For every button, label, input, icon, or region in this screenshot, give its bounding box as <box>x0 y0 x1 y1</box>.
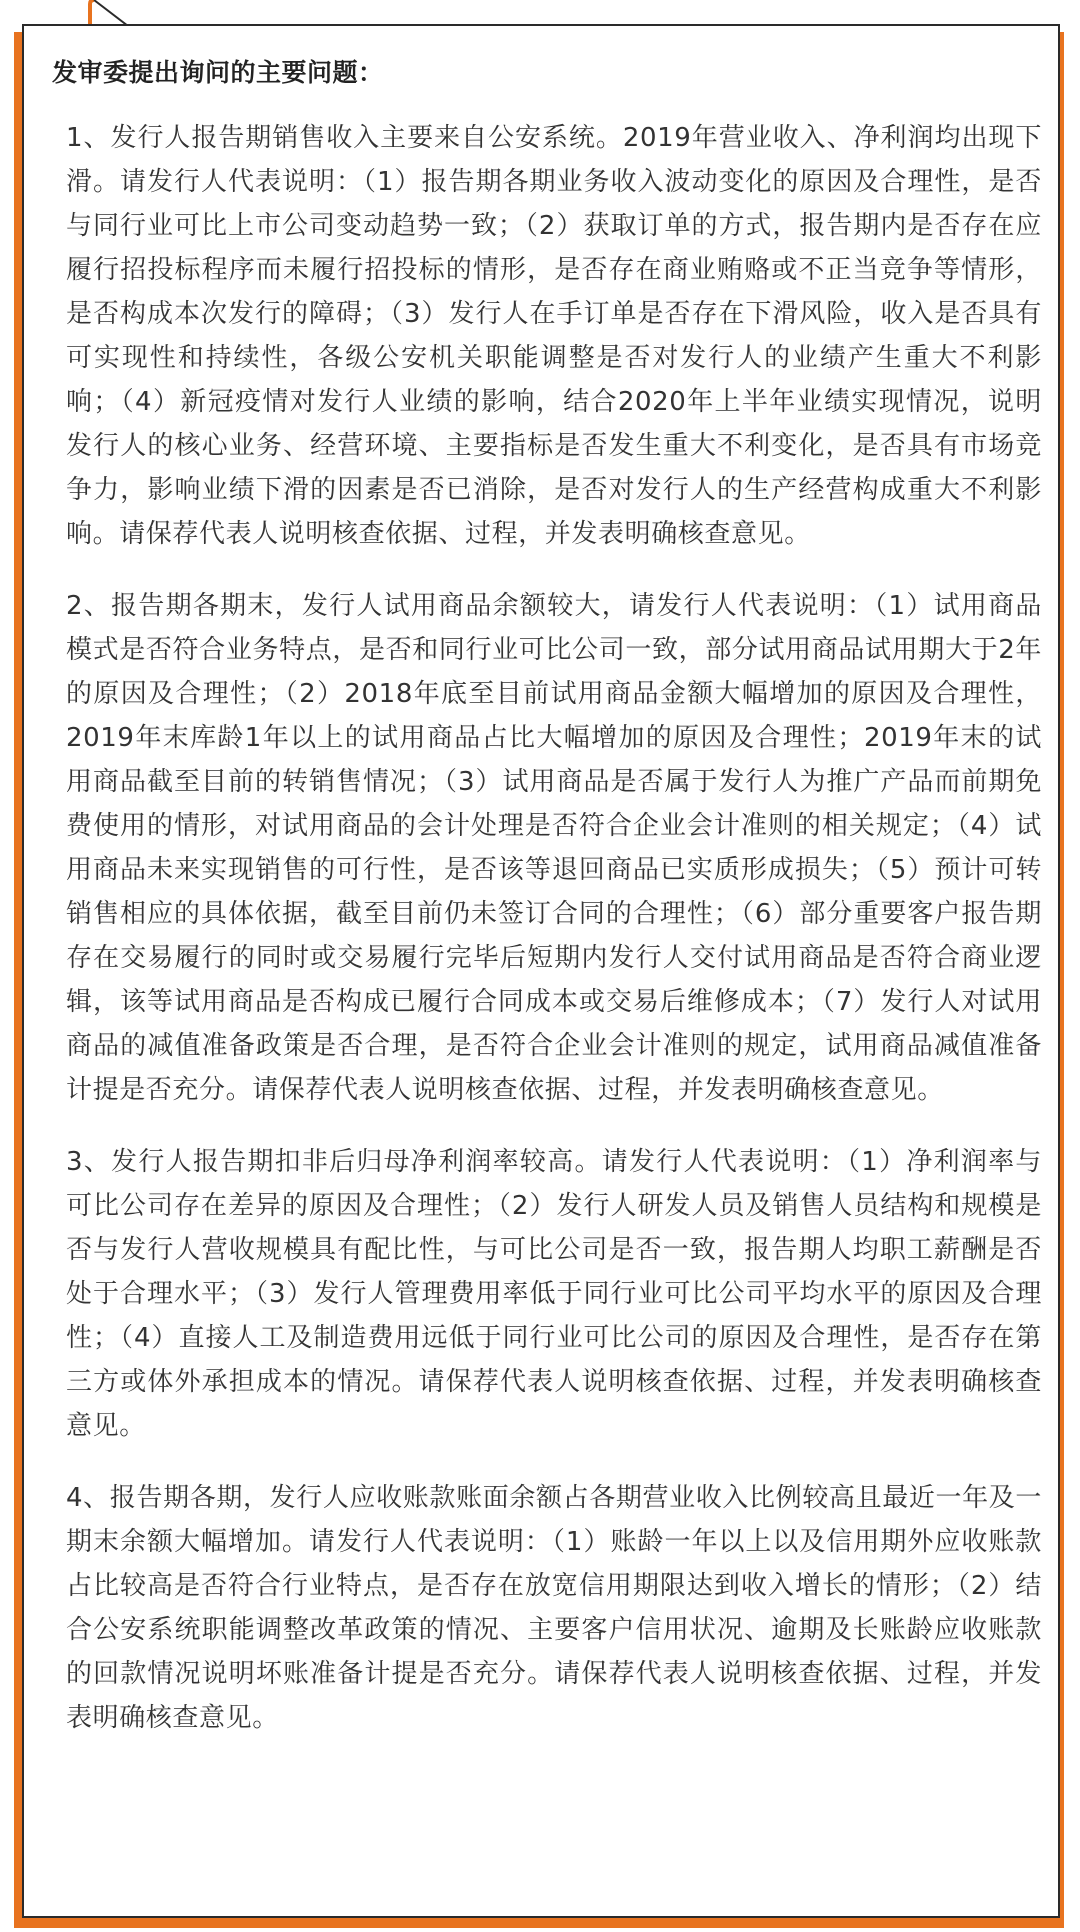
card-content <box>52 56 1042 1768</box>
section-heading: 发审委提出询问的主要问题： <box>52 58 384 87</box>
question-item-1: 1、发行人报告期销售收入主要来自公安系统。2019年营业收入、净利润均出现下滑。请发行人代表说明：（1）报告期各期业务收入波动变化的原因及合理性，是否与同行业可比上市公司变动趋势一致；（2）获取订单的方式，报告期内是否存在应履行招投标程序而未履行招投标的情形，是否存在商业贿赂或不正当竞争等情形，是否构成本次发行的障碍；（3）发行人在手订单是否存在下滑风险，收入是否具有可实现性和持续性，各级公安机关职能调整是否对发行人的业绩产生重大不利影响；（4）新冠疫情对发行人业绩的影响，结合2020年上半年业绩实现情况，说明发行人的核心业务、经营环境、主要指标是否发生重大不利变化，是否具有市场竞争力，影响业绩下滑的因素是否已消除，是否对发行人的生产经营构成重大不利影响。请保荐代表人说明核查依据、过程，并发表明确核查意见。 <box>66 123 1042 549</box>
question-item-4: 4、报告期各期，发行人应收账款账面余额占各期营业收入比例较高且最近一年及一期末余额大幅增加。请发行人代表说明：（1）账龄一年以上以及信用期外应收账款占比较高是否符合行业特点，是否存在放宽信用期限达到收入增长的情形；（2）结合公安系统职能调整改革政策的情况、主要客户信用状况、逾期及长账龄应收账款的回款情况说明坏账准备计提是否充分。请保荐代表人说明核查依据、过程，并发表明确核查意见。 <box>66 1483 1042 1733</box>
question-card <box>22 24 1060 1918</box>
question-item-2: 2、报告期各期末，发行人试用商品余额较大，请发行人代表说明：（1）试用商品模式是否符合业务特点，是否和同行业可比公司一致，部分试用商品试用期大于2年的原因及合理性；（2）2018年底至目前试用商品金额大幅增加的原因及合理性，2019年末库龄1年以上的试用商品占比大幅增加的原因及合理性；2019年末的试用商品截至目前的转销售情况；（3）试用商品是否属于发行人为推广产品而前期免费使用的情形，对试用商品的会计处理是否符合企业会计准则的相关规定；（4）试用商品未来实现销售的可行性，是否该等退回商品已实质形成损失；（5）预计可转销售相应的具体依据，截至目前仍未签订合同的合理性；（6）部分重要客户报告期存在交易履行的同时或交易履行完毕后短期内发行人交付试用商品是否符合商业逻辑，该等试用商品是否构成已履行合同成本或交易后维修成本；（7）发行人对试用商品的减值准备政策是否合理，是否符合企业会计准则的规定，试用商品减值准备计提是否充分。请保荐代表人说明核查依据、过程，并发表明确核查意见。 <box>66 591 1042 1105</box>
question-item-3: 3、发行人报告期扣非后归母净利润率较高。请发行人代表说明：（1）净利润率与可比公司存在差异的原因及合理性；（2）发行人研发人员及销售人员结构和规模是否与发行人营收规模具有配比性，与可比公司是否一致，报告期人均职工薪酬是否处于合理水平；（3）发行人管理费用率低于同行业可比公司平均水平的原因及合理性；（4）直接人工及制造费用远低于同行业可比公司的原因及合理性，是否存在第三方或体外承担成本的情况。请保荐代表人说明核查依据、过程，并发表明确核查意见。 <box>66 1147 1042 1441</box>
